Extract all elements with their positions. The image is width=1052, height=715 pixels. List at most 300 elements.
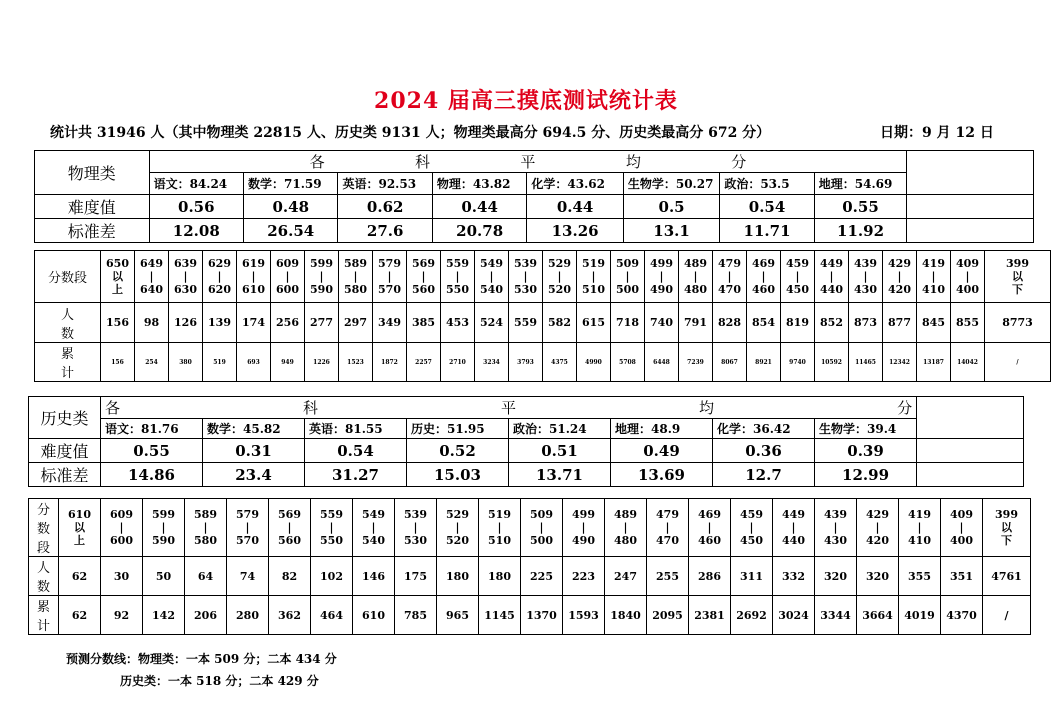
segment-cell — [689, 499, 731, 557]
segment-cell — [353, 499, 395, 557]
segment-part: | — [761, 270, 766, 283]
segment-header-char: 段 — [36, 541, 50, 556]
segment-cell — [169, 251, 203, 303]
cumulative-cell: 2257 — [407, 343, 441, 382]
segment-part: 479 — [656, 508, 679, 521]
empty-cell — [907, 195, 1034, 219]
count-cell: 286 — [689, 557, 731, 596]
difficulty-value: 0.44 — [432, 195, 526, 219]
segment-part: 上 — [74, 534, 85, 547]
subject-average: 语文：81.76 — [101, 419, 203, 439]
segment-part: 以 — [1012, 270, 1023, 283]
subject-average: 生物学：39.4 — [815, 419, 917, 439]
cumulative-header-char: 计 — [36, 619, 50, 634]
segment-header — [29, 499, 59, 557]
count-cell: 453 — [441, 303, 475, 343]
segment-part: 599 — [310, 257, 333, 270]
segment-cell — [747, 251, 781, 303]
segment-part: 449 — [820, 257, 843, 270]
cumulative-cell: 11465 — [849, 343, 883, 382]
cumulative-cell: 156 — [101, 343, 135, 382]
segment-cell — [951, 251, 985, 303]
count-cell: 174 — [237, 303, 271, 343]
segment-cell — [577, 251, 611, 303]
segment-part: 410 — [922, 283, 945, 296]
count-cell: 320 — [815, 557, 857, 596]
segment-part: | — [149, 270, 154, 283]
empty-cell — [907, 151, 1034, 195]
segment-part: | — [217, 270, 222, 283]
cumulative-cell: 3793 — [509, 343, 543, 382]
segment-part: 490 — [572, 534, 595, 547]
segment-part: | — [659, 270, 664, 283]
segment-part: 620 — [208, 283, 231, 296]
segment-part: 420 — [888, 283, 911, 296]
segment-cell — [647, 499, 689, 557]
cumulative-cell: 5708 — [611, 343, 645, 382]
segment-part: 529 — [446, 508, 469, 521]
segment-part: 579 — [236, 508, 259, 521]
cumulative-cell: 4990 — [577, 343, 611, 382]
cumulative-header-char: 计 — [60, 366, 74, 381]
std-label: 标准差 — [29, 463, 101, 487]
cumulative-cell: 3024 — [773, 596, 815, 635]
segment-part: 540 — [362, 534, 385, 547]
count-cell: 225 — [521, 557, 563, 596]
count-cell: 582 — [543, 303, 577, 343]
segment-cell — [509, 251, 543, 303]
count-cell: 98 — [135, 303, 169, 343]
subject-average: 生物学：50.27 — [623, 173, 719, 195]
cumulative-cell: 4370 — [941, 596, 983, 635]
segment-part: | — [557, 270, 562, 283]
avg-header-char: 各 — [105, 399, 121, 417]
count-cell: 62 — [59, 557, 101, 596]
segment-part: 399 — [1006, 257, 1029, 270]
segment-part: 479 — [718, 257, 741, 270]
count-cell: 223 — [563, 557, 605, 596]
segment-cell — [611, 251, 645, 303]
difficulty-value: 0.49 — [611, 439, 713, 463]
cumulative-cell: 9740 — [781, 343, 815, 382]
segment-part: 610 — [68, 508, 91, 521]
std-value: 12.7 — [713, 463, 815, 487]
cumulative-cell: 206 — [185, 596, 227, 635]
subject-average: 化学：43.62 — [527, 173, 623, 195]
segment-header-char: 数 — [36, 522, 50, 537]
std-value: 13.71 — [509, 463, 611, 487]
cumulative-cell: 1840 — [605, 596, 647, 635]
count-cell: 4761 — [983, 557, 1031, 596]
segment-part: 460 — [698, 534, 721, 547]
subject-average: 语文：84.24 — [149, 173, 243, 195]
std-value: 20.78 — [432, 219, 526, 243]
segment-cell — [101, 499, 143, 557]
count-header-char: 人 — [60, 307, 74, 323]
segment-part: | — [245, 521, 250, 534]
difficulty-value: 0.36 — [713, 439, 815, 463]
segment-part: 420 — [866, 534, 889, 547]
segment-part: 470 — [656, 534, 679, 547]
cumulative-cell: 785 — [395, 596, 437, 635]
cumulative-cell: 2710 — [441, 343, 475, 382]
segment-part: 559 — [320, 508, 343, 521]
segment-cell — [815, 251, 849, 303]
segment-part: 459 — [740, 508, 763, 521]
segment-cell — [645, 251, 679, 303]
segment-part: 530 — [514, 283, 537, 296]
segment-part: | — [251, 270, 256, 283]
empty-cell — [917, 439, 1024, 463]
segment-part: | — [791, 521, 796, 534]
segment-part: 440 — [820, 283, 843, 296]
segment-part: 419 — [922, 257, 945, 270]
segment-part: | — [707, 521, 712, 534]
avg-header-char: 各 — [309, 153, 325, 171]
segment-part: | — [353, 270, 358, 283]
std-value: 12.99 — [815, 463, 917, 487]
segment-cell — [773, 499, 815, 557]
segment-part: 560 — [278, 534, 301, 547]
page-title: 2024 届高三摸底测试统计表 — [374, 88, 678, 114]
cumulative-header — [29, 596, 59, 635]
std-value: 27.6 — [338, 219, 432, 243]
segment-part: 549 — [362, 508, 385, 521]
segment-part: 600 — [276, 283, 299, 296]
count-cell: 175 — [395, 557, 437, 596]
segment-part: 550 — [446, 283, 469, 296]
segment-cell — [305, 251, 339, 303]
segment-part: 419 — [908, 508, 931, 521]
subject-average: 历史：51.95 — [407, 419, 509, 439]
physics-avg-header — [149, 151, 907, 173]
std-value: 13.69 — [611, 463, 713, 487]
segment-part: 599 — [152, 508, 175, 521]
cumulative-cell: 3664 — [857, 596, 899, 635]
segment-cell — [339, 251, 373, 303]
count-cell: 8773 — [985, 303, 1051, 343]
segment-part: 539 — [404, 508, 427, 521]
difficulty-value: 0.54 — [305, 439, 407, 463]
segment-part: 649 — [140, 257, 163, 270]
count-cell: 828 — [713, 303, 747, 343]
date-text: 日期：9 月 12 日 — [880, 125, 994, 141]
segment-part: 430 — [854, 283, 877, 296]
segment-cell — [941, 499, 983, 557]
count-header-char: 数 — [36, 580, 50, 595]
segment-cell — [883, 251, 917, 303]
segment-cell — [101, 251, 135, 303]
segment-part: 480 — [684, 283, 707, 296]
segment-cell — [203, 251, 237, 303]
avg-header-char: 平 — [520, 153, 536, 171]
difficulty-label: 难度值 — [29, 439, 101, 463]
segment-part: | — [119, 521, 124, 534]
segment-part: 559 — [446, 257, 469, 270]
segment-part: 520 — [548, 283, 571, 296]
count-cell: 349 — [373, 303, 407, 343]
segment-part: 510 — [488, 534, 511, 547]
count-cell: 524 — [475, 303, 509, 343]
segment-part: | — [795, 270, 800, 283]
count-cell: 320 — [857, 557, 899, 596]
segment-cell — [983, 499, 1031, 557]
segment-part: 560 — [412, 283, 435, 296]
difficulty-value: 0.44 — [527, 195, 623, 219]
segment-part: | — [285, 270, 290, 283]
segment-part: | — [421, 270, 426, 283]
count-header-char: 人 — [36, 561, 50, 576]
segment-part: | — [161, 521, 166, 534]
segment-cell — [59, 499, 101, 557]
count-cell: 855 — [951, 303, 985, 343]
segment-part: 640 — [140, 283, 163, 296]
segment-cell — [713, 251, 747, 303]
segment-part: | — [455, 270, 460, 283]
segment-part: | — [833, 521, 838, 534]
segment-part: 569 — [412, 257, 435, 270]
segment-part: 539 — [514, 257, 537, 270]
count-cell: 311 — [731, 557, 773, 596]
segment-part: 610 — [242, 283, 265, 296]
segment-part: 500 — [616, 283, 639, 296]
segment-part: 460 — [752, 283, 775, 296]
notes-line-physics: 预测分数线：物理类：一本 509 分；二本 434 分 — [66, 652, 337, 666]
segment-part: 下 — [1001, 534, 1012, 547]
cumulative-cell: 13187 — [917, 343, 951, 382]
segment-cell — [731, 499, 773, 557]
subject-average: 化学：36.42 — [713, 419, 815, 439]
cumulative-cell: 92 — [101, 596, 143, 635]
segment-cell — [311, 499, 353, 557]
segment-part: 450 — [786, 283, 809, 296]
subject-average: 数学：45.82 — [203, 419, 305, 439]
segment-part: 400 — [950, 534, 973, 547]
segment-cell — [917, 251, 951, 303]
segment-part: | — [863, 270, 868, 283]
segment-part: | — [693, 270, 698, 283]
segment-part: 519 — [582, 257, 605, 270]
subject-average: 地理：48.9 — [611, 419, 713, 439]
difficulty-value: 0.39 — [815, 439, 917, 463]
segment-part: | — [497, 521, 502, 534]
segment-part: 589 — [344, 257, 367, 270]
cumulative-cell: 3344 — [815, 596, 857, 635]
cumulative-cell: 4375 — [543, 343, 577, 382]
segment-cell — [135, 251, 169, 303]
segment-part: 399 — [995, 508, 1018, 521]
count-cell: 559 — [509, 303, 543, 343]
cumulative-cell: 6448 — [645, 343, 679, 382]
cumulative-cell: 254 — [135, 343, 169, 382]
segment-cell — [899, 499, 941, 557]
count-header — [29, 557, 59, 596]
segment-part: 499 — [572, 508, 595, 521]
segment-cell — [781, 251, 815, 303]
cumulative-header-char: 累 — [60, 347, 74, 362]
segment-part: | — [523, 270, 528, 283]
cumulative-cell: / — [983, 596, 1031, 635]
count-cell: 332 — [773, 557, 815, 596]
cumulative-cell: 10592 — [815, 343, 849, 382]
segment-part: 470 — [718, 283, 741, 296]
count-cell: 873 — [849, 303, 883, 343]
count-cell: 247 — [605, 557, 647, 596]
empty-cell — [907, 219, 1034, 243]
segment-part: | — [875, 521, 880, 534]
segment-part: | — [413, 521, 418, 534]
segment-part: 580 — [344, 283, 367, 296]
segment-part: 510 — [582, 283, 605, 296]
segment-header-char: 分 — [36, 503, 50, 518]
count-cell: 819 — [781, 303, 815, 343]
segment-part: | — [591, 270, 596, 283]
segment-part: 629 — [208, 257, 231, 270]
avg-header-char: 科 — [414, 153, 430, 171]
segment-cell — [441, 251, 475, 303]
segment-part: | — [329, 521, 334, 534]
cumulative-cell: 12342 — [883, 343, 917, 382]
segment-part: 409 — [950, 508, 973, 521]
segment-part: 619 — [242, 257, 265, 270]
count-cell: 277 — [305, 303, 339, 343]
cumulative-cell: 2692 — [731, 596, 773, 635]
segment-part: | — [183, 270, 188, 283]
segment-part: 下 — [1012, 283, 1023, 296]
count-cell: 180 — [479, 557, 521, 596]
segment-cell — [849, 251, 883, 303]
segment-part: 509 — [530, 508, 553, 521]
count-cell: 877 — [883, 303, 917, 343]
cumulative-cell: 8067 — [713, 343, 747, 382]
physics-category-label: 物理类 — [35, 151, 150, 195]
avg-header-char: 均 — [699, 399, 715, 417]
segment-part: 579 — [378, 257, 401, 270]
segment-part: 440 — [782, 534, 805, 547]
count-cell: 64 — [185, 557, 227, 596]
cumulative-cell: / — [985, 343, 1051, 382]
segment-part: | — [539, 521, 544, 534]
std-value: 23.4 — [203, 463, 305, 487]
segment-part: 639 — [174, 257, 197, 270]
segment-part: 430 — [824, 534, 847, 547]
segment-cell — [679, 251, 713, 303]
std-value: 11.71 — [720, 219, 814, 243]
cumulative-cell: 380 — [169, 343, 203, 382]
cumulative-cell: 142 — [143, 596, 185, 635]
std-value: 14.86 — [101, 463, 203, 487]
count-cell: 791 — [679, 303, 713, 343]
history-average-table — [28, 396, 1024, 487]
history-category-label: 历史类 — [29, 397, 101, 439]
segment-part: 449 — [782, 508, 805, 521]
cumulative-cell: 62 — [59, 596, 101, 635]
segment-part: | — [371, 521, 376, 534]
count-cell: 355 — [899, 557, 941, 596]
segment-cell — [543, 251, 577, 303]
difficulty-value: 0.55 — [101, 439, 203, 463]
cumulative-cell: 362 — [269, 596, 311, 635]
cumulative-cell: 4019 — [899, 596, 941, 635]
segment-part: 480 — [614, 534, 637, 547]
count-cell: 845 — [917, 303, 951, 343]
avg-header-char: 平 — [501, 399, 517, 417]
std-value: 12.08 — [149, 219, 243, 243]
difficulty-value: 0.55 — [814, 195, 907, 219]
segment-part: 519 — [488, 508, 511, 521]
segment-cell — [475, 251, 509, 303]
segment-part: | — [665, 521, 670, 534]
segment-part: | — [931, 270, 936, 283]
segment-part: | — [749, 521, 754, 534]
summary-text: 统计共 31946 人（其中物理类 22815 人、历史类 9131 人；物理类最高分 694.5 分、历史类最高分 672 分） — [50, 125, 771, 141]
segment-part: | — [489, 270, 494, 283]
count-cell: 854 — [747, 303, 781, 343]
segment-part: 439 — [854, 257, 877, 270]
segment-part: 489 — [684, 257, 707, 270]
segment-part: | — [581, 521, 586, 534]
count-cell: 385 — [407, 303, 441, 343]
segment-part: 450 — [740, 534, 763, 547]
difficulty-label: 难度值 — [35, 195, 150, 219]
segment-cell — [985, 251, 1051, 303]
cumulative-cell: 464 — [311, 596, 353, 635]
segment-part: 609 — [276, 257, 299, 270]
count-cell: 256 — [271, 303, 305, 343]
segment-part: | — [625, 270, 630, 283]
segment-part: 500 — [530, 534, 553, 547]
segment-part: | — [897, 270, 902, 283]
difficulty-value: 0.48 — [244, 195, 338, 219]
segment-part: 459 — [786, 257, 809, 270]
segment-header: 分数段 — [35, 251, 101, 303]
segment-cell — [269, 499, 311, 557]
segment-part: 429 — [888, 257, 911, 270]
count-cell: 30 — [101, 557, 143, 596]
std-value: 31.27 — [305, 463, 407, 487]
difficulty-value: 0.5 — [623, 195, 719, 219]
segment-cell — [395, 499, 437, 557]
segment-cell — [185, 499, 227, 557]
cumulative-cell: 3234 — [475, 343, 509, 382]
segment-part: | — [623, 521, 628, 534]
segment-part: | — [829, 270, 834, 283]
segment-part: 630 — [174, 283, 197, 296]
count-header-char: 数 — [60, 326, 74, 342]
segment-part: 410 — [908, 534, 931, 547]
notes-line-history: 历史类：一本 518 分；二本 429 分 — [120, 674, 319, 688]
subject-average: 物理：43.82 — [432, 173, 526, 195]
segment-part: 439 — [824, 508, 847, 521]
std-value: 11.92 — [814, 219, 907, 243]
cumulative-cell: 1593 — [563, 596, 605, 635]
count-cell: 82 — [269, 557, 311, 596]
subject-average: 英语：92.53 — [338, 173, 432, 195]
count-header — [35, 303, 101, 343]
std-label: 标准差 — [35, 219, 150, 243]
segment-part: 429 — [866, 508, 889, 521]
segment-part: 489 — [614, 508, 637, 521]
segment-part: 570 — [378, 283, 401, 296]
physics-distribution-table — [34, 250, 1051, 382]
segment-part: 469 — [752, 257, 775, 270]
segment-part: 590 — [310, 283, 333, 296]
segment-part: 570 — [236, 534, 259, 547]
subject-average: 政治：51.24 — [509, 419, 611, 439]
difficulty-value: 0.52 — [407, 439, 509, 463]
segment-part: | — [455, 521, 460, 534]
count-cell: 297 — [339, 303, 373, 343]
